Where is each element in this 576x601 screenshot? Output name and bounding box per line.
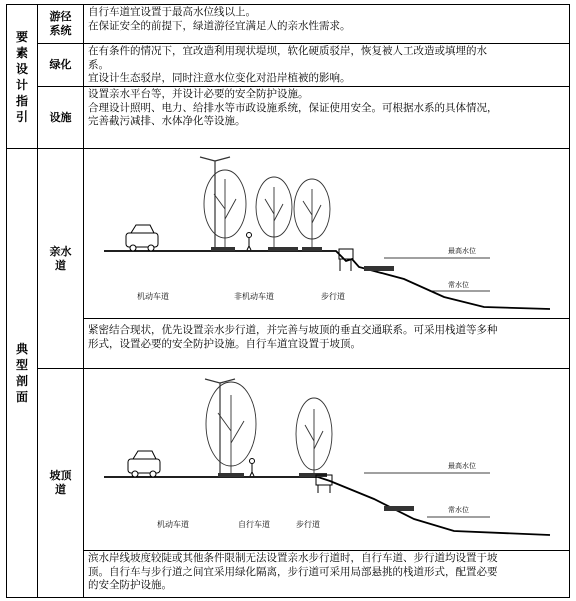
- non-motor-lane-label: 非机动车道: [234, 292, 274, 301]
- guidance-section-label: [7, 5, 37, 148]
- waterside-path-text: [83, 318, 569, 368]
- facility-text: [83, 86, 569, 148]
- text-line: 滨水岸线坡度较陡或其他条件限制无法设置亲水步行道时，自行车道、步行道均设置于坡: [88, 552, 498, 564]
- normal-water-level-label: 常水位: [448, 506, 469, 514]
- text-line: 形式，设置必要的安全防护设施。自行车道宜设置于坡顶。: [88, 337, 361, 350]
- path-system-label: [37, 5, 83, 43]
- normal-water-level-label: 常水位: [448, 281, 469, 289]
- profile-char: 型: [15, 358, 28, 372]
- text-line: 宜设计生态驳岸，同时注意水位变化对沿岸植被的影响。: [88, 72, 351, 84]
- waterside-path-label: [37, 148, 83, 368]
- motor-lane-label: 机动车道: [137, 292, 169, 301]
- label-line: 道: [55, 483, 66, 496]
- guidance-char: 设: [15, 61, 28, 76]
- text-line: 的安全防护设施。: [88, 579, 172, 591]
- text-line: 紧密结合现状，优先设置亲水步行道，并完善与坡顶的垂直交通联系。可采用栈道等多种: [88, 324, 498, 336]
- profile-char: 剖: [15, 374, 28, 388]
- label-line: 绿化: [49, 58, 72, 71]
- label-line: 游径: [49, 10, 72, 23]
- label-line: 设施: [49, 110, 72, 124]
- high-water-level-label: 最高水位: [448, 462, 476, 470]
- text-line: 完善截污减排、水体净化等设施。: [88, 115, 246, 127]
- label-line: 道: [55, 258, 66, 272]
- greening-text: [83, 43, 569, 86]
- label-line: 系统: [49, 24, 72, 37]
- text-line: 自行车道宜设置于最高水位线以上。: [88, 6, 256, 18]
- motor-lane-label: 机动车道: [157, 520, 189, 529]
- guidance-char: 引: [15, 109, 28, 124]
- guidance-char: 指: [15, 93, 28, 108]
- text-line: 系。: [88, 58, 109, 71]
- text-line: 合理设计照明、电力、给排水等市政设施系统，保证使用安全。可根据水系的具体情况，: [88, 101, 498, 114]
- text-line: 顶。自行车与步行道之间宜采用绿化隔离，步行道可采用局部悬挑的栈道形式，配置必要: [88, 565, 498, 578]
- waterside-section-drawing: [83, 148, 569, 318]
- pedestrian-lane-label: 步行道: [321, 292, 345, 301]
- path-system-text: [83, 5, 569, 43]
- text-line: 在保证安全的前提下，绿道游径宜满足人的亲水性需求。: [88, 19, 351, 32]
- label-line: 亲水: [49, 244, 72, 258]
- slope-top-path-text: [83, 550, 569, 597]
- guidance-char: 素: [15, 45, 28, 60]
- profile-section-label: [7, 148, 37, 597]
- facility-label: [37, 86, 83, 148]
- greening-label: [37, 43, 83, 86]
- pedestrian-lane-label: 步行道: [296, 520, 320, 529]
- slope-top-path-label: [37, 368, 83, 597]
- design-guide-table: [6, 4, 570, 598]
- label-line: 坡顶: [49, 469, 72, 482]
- slope-top-section-drawing: [83, 368, 569, 550]
- profile-char: 典: [15, 342, 28, 356]
- high-water-level-label: 最高水位: [448, 247, 476, 255]
- guidance-char: 计: [15, 77, 28, 92]
- guidance-char: 要: [15, 29, 28, 44]
- text-line: 设置亲水平台等，并设计必要的安全防护设施。: [88, 88, 309, 100]
- text-line: 在有条件的情况下，宜改造利用现状堤坝，软化硬质驳岸，恢复被人工改造或填埋的水: [88, 45, 487, 57]
- profile-char: 面: [15, 390, 28, 404]
- bike-lane-label: 自行车道: [238, 520, 270, 529]
